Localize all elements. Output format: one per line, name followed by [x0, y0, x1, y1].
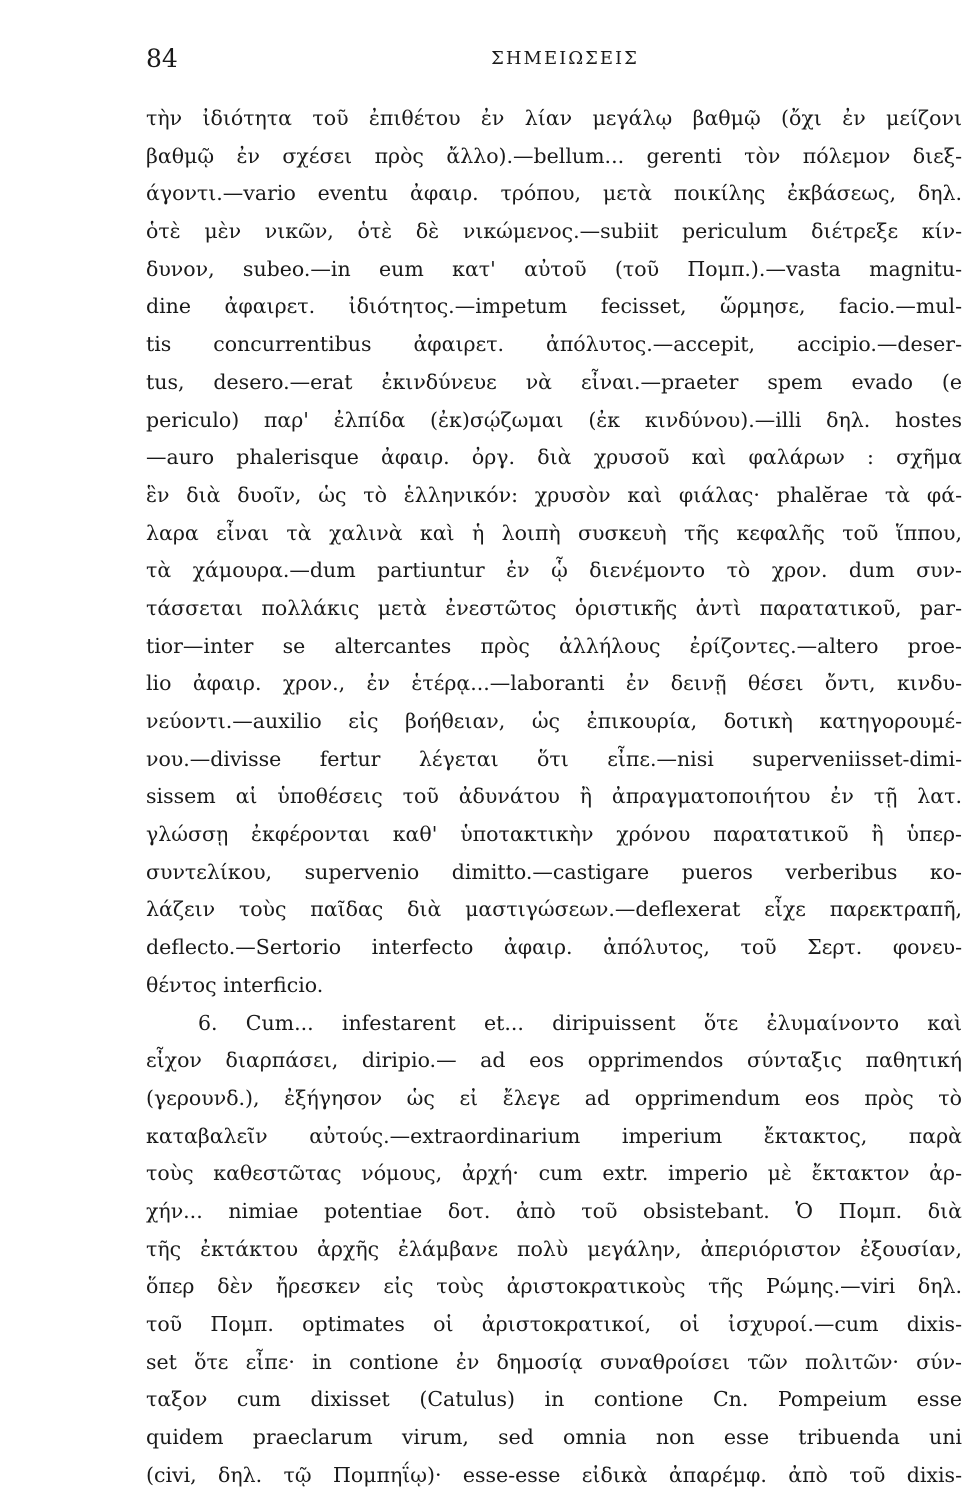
text-line: lio ἀφαιρ. χρον., ἐν ἑτέρᾳ...—laboranti ἐν δεινῇ θέσει ὄντι, κινδυ- — [146, 671, 962, 696]
page-header — [146, 44, 924, 80]
text-line: λαρα εἶναι τὰ χαλινὰ καὶ ἡ λοιπὴ συσκευὴ τῆς κεφαλῆς τοῦ ἵππου, — [146, 520, 962, 545]
text-line: deflecto.—Sertorio interfecto ἀφαιρ. ἀπόλυτος, τοῦ Σερτ. φονευ- — [146, 935, 962, 960]
text-line: (γερουνδ.), ἐξήγησον ὡς εἰ ἔλεγε ad opprimendum eos πρὸς τὸ — [146, 1085, 962, 1110]
text-line: δυνον, subeo.—in eum κατ' αὐτοῦ (τοῦ Πομπ.).—vasta magnitu- — [146, 256, 962, 281]
text-line: τῆς ἐκτάκτου ἀρχῆς ἐλάμβανε πολὺ μεγάλην, ἀπεριόριστον ἐξουσίαν, — [146, 1236, 962, 1261]
text-line: νεύοντι.—auxilio εἰς βοήθειαν, ὡς ἐπικουρία, δοτικὴ κατηγορουμέ- — [146, 709, 962, 733]
text-line: ταξον cum dixisset (Catulus) in contione Cn. Pompeium esse — [146, 1387, 962, 1412]
commentary-text — [146, 100, 962, 1494]
text-line: quidem praeclarum virum, sed omnia non esse tribuenda uni — [146, 1425, 962, 1450]
text-line: ὅπερ δὲν ἤρεσκεν εἰς τοὺς ἀριστοκρατικοὺς τῆς Ρώμης.—viri δηλ. — [146, 1274, 962, 1299]
text-line: tus, desero.—erat ἐκινδύνευε νὰ εἶναι.—praeter spem evado (e — [146, 369, 962, 394]
text-line: άγοντι.—vario eventu ἀφαιρ. τρόπου, μετὰ ποικίλης ἐκβάσεως, δηλ. — [146, 181, 962, 206]
text-line: ἓν διὰ δυοῖν, ὡς τὸ ἑλληνικόν: χρυσὸν καὶ φιάλας· phalĕrae τὰ φά- — [146, 482, 962, 507]
text-line: τοὺς καθεστῶτας νόμους, ἀρχή· cum extr. imperio μὲ ἔκτακτον ἀρ- — [146, 1161, 962, 1186]
text-line: tis concurrentibus ἀφαιρετ. ἀπόλυτος.—accepit, accipio.—deser- — [146, 332, 962, 357]
text-line: τὰ χάμουρα.—dum partiuntur ἐν ᾧ διενέμοντο τὸ χρον. dum συν- — [146, 558, 962, 583]
running-title: ΣΗΜΕΙΩΣΕΙΣ — [491, 48, 639, 69]
text-line: dine ἀφαιρετ. ἰδιότητος.—impetum fecisset, ὥρμησε, facio.—mul- — [146, 294, 962, 319]
text-line: λάζειν τοὺς παῖδας διὰ μαστιγώσεων.—deflexerat εἶχε παρεκτραπῆ, — [146, 897, 962, 922]
text-line: τάσσεται πολλάκις μετὰ ἐνεστῶτος ὁριστικῆς ἀντὶ παρατατικοῦ, par- — [146, 595, 962, 620]
text-line: —auro phalerisque ἀφαιρ. ὀργ. διὰ χρυσοῦ καὶ φαλάρων : σχῆμα — [146, 445, 962, 470]
paragraph-start-line: 6. Cum... infestarent et... diripuissent ὅτε ἐλυμαίνοντο καὶ — [198, 1010, 962, 1035]
text-line: τοῦ Πομπ. optimates οἱ ἀριστοκρατικοί, οἱ ἰσχυροί.—cum dixis- — [146, 1312, 962, 1336]
text-line: νου.—divisse fertur λέγεται ὅτι εἶπε.—nisi superveniisset-dimi- — [146, 746, 962, 771]
text-line: ὁτὲ μὲν νικῶν, ὁτὲ δὲ νικώμενος.—subiit periculum διέτρεξε κίν- — [146, 219, 962, 244]
text-line: βαθμῷ ἐν σχέσει πρὸς ἄλλο).—bellum... gerenti τὸν πόλεμον διεξ- — [146, 143, 962, 168]
text-line: θέντος interficio. — [146, 972, 324, 997]
text-line: καταβαλεῖν αὐτούς.—extraordinarium imperium ἔκτακτος, παρὰ — [146, 1123, 962, 1148]
text-line: γλώσσῃ ἐκφέρονται καθ' ὑποτακτικὴν χρόνου παρατατικοῦ ἢ ὑπερ- — [146, 822, 962, 847]
text-line: set ὅτε εἶπε· in contione ἐν δημοσίᾳ συναθροίσει τῶν πολιτῶν· σύν- — [146, 1349, 962, 1374]
text-line: tior—inter se altercantes πρὸς ἀλλήλους ἐρίζοντες.—altero proe- — [146, 633, 962, 658]
text-line: συντελίκου, supervenio dimitto.—castigare pueros verberibus κο- — [146, 859, 962, 884]
text-line: χήν... nimiae potentiae δοτ. ἀπὸ τοῦ obsistebant. Ὁ Πομπ. διὰ — [146, 1198, 962, 1223]
page-number: 84 — [146, 44, 178, 73]
text-line: εἶχον διαρπάσει, diripio.— ad eos opprimendos σύνταξις παθητική — [146, 1048, 962, 1073]
text-line: sissem αἱ ὑποθέσεις τοῦ ἀδυνάτου ἢ ἀπραγματοποιήτου ἐν τῇ λατ. — [146, 784, 962, 809]
text-line: τὴν ἰδιότητα τοῦ ἐπιθέτου ἐν λίαν μεγάλῳ βαθμῷ (ὄχι ἐν μείζονι — [146, 106, 962, 130]
text-line: periculo) παρ' ἐλπίδα (ἐκ)σῴζωμαι (ἐκ κινδύνου).—illi δηλ. hostes — [146, 407, 962, 432]
text-line: (civi, δηλ. τῷ Πομπηΐῳ)· esse-esse εἰδικὰ ἀπαρέμφ. ἀπὸ τοῦ dixis- — [146, 1462, 962, 1487]
